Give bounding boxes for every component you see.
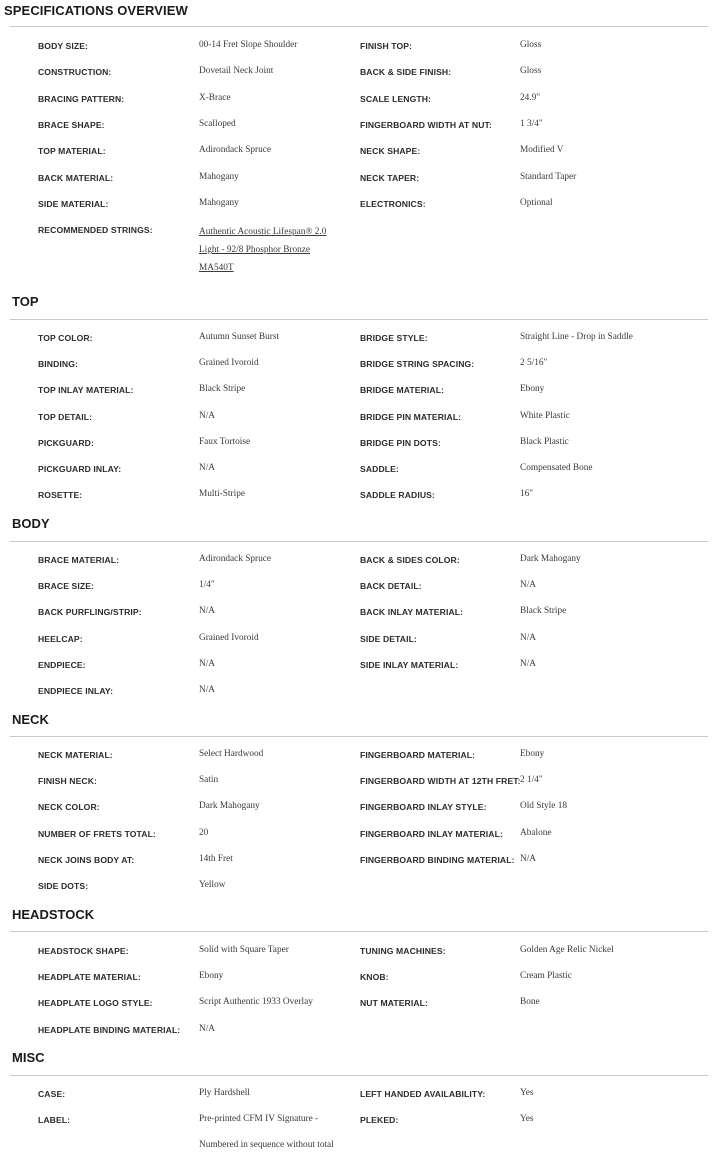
spec-label: HEADPLATE BINDING MATERIAL: — [38, 1024, 181, 1035]
spec-value: Mahogany — [199, 171, 239, 182]
spec-value: N/A — [520, 580, 537, 591]
spec-value: Numbered in sequence without total — [199, 1140, 334, 1151]
spec-value: 16" — [520, 489, 534, 500]
spec-label: NECK SHAPE: — [360, 146, 421, 157]
spec-value: Grained Ivoroid — [199, 358, 259, 369]
spec-value: Pre-printed CFM IV Signature - — [199, 1114, 319, 1125]
spec-label: LABEL: — [38, 1115, 71, 1126]
spec-label: FINGERBOARD MATERIAL: — [360, 750, 476, 760]
spec-value: Dark Mahogany — [520, 554, 581, 564]
spec-value: 20 — [199, 827, 209, 838]
spec-label: ENDPIECE INLAY: — [38, 686, 114, 696]
spec-value: Old Style 18 — [520, 801, 568, 812]
spec-value: N/A — [199, 685, 216, 695]
spec-value: Black Plastic — [520, 436, 569, 447]
spec-value: Multi-Stripe — [199, 489, 245, 500]
spec-label: BRACE SHAPE: — [38, 119, 105, 130]
spec-label: ENDPIECE: — [38, 659, 86, 670]
section-divider — [10, 26, 708, 27]
spec-value: Yes — [520, 1114, 534, 1125]
spec-value: Dark Mahogany — [199, 801, 260, 812]
spec-value: Satin — [199, 775, 219, 786]
spec-value: Ebony — [520, 384, 545, 395]
spec-value: Bone — [520, 997, 540, 1008]
spec-label: CONSTRUCTION: — [38, 67, 112, 78]
spec-value: N/A — [520, 658, 537, 669]
spec-value: Abalone — [520, 827, 552, 838]
spec-label: NECK TAPER: — [360, 172, 420, 183]
spec-label: FINGERBOARD WIDTH AT 12TH FRET: — [360, 776, 521, 787]
spec-value: N/A — [199, 658, 216, 669]
spec-value: Black Stripe — [520, 606, 567, 617]
spec-value: Ply Hardshell — [199, 1088, 250, 1098]
spec-value: Grained Ivoroid — [199, 632, 259, 643]
spec-label: TUNING MACHINES: — [360, 946, 446, 956]
spec-label: BODY SIZE: — [38, 41, 89, 51]
spec-value: Gloss — [520, 40, 542, 50]
spec-label: NECK JOINS BODY AT: — [38, 854, 135, 865]
spec-value: 24.9" — [520, 92, 541, 103]
section-title-body: BODY — [12, 516, 50, 531]
spec-value: Black Stripe — [199, 384, 246, 395]
spec-value: 1/4" — [199, 580, 215, 591]
section-title-misc: MISC — [12, 1050, 45, 1065]
spec-value: Ebony — [199, 971, 224, 982]
spec-label: SIDE MATERIAL: — [38, 198, 109, 209]
spec-label: FINISH TOP: — [360, 41, 413, 51]
spec-value: 00-14 Fret Slope Shoulder — [199, 40, 298, 50]
spec-label: LEFT HANDED AVAILABILITY: — [360, 1089, 486, 1099]
section-divider — [10, 736, 708, 737]
spec-label: BRIDGE PIN MATERIAL: — [360, 411, 462, 422]
spec-label: TOP DETAIL: — [38, 411, 93, 422]
spec-label: BACK INLAY MATERIAL: — [360, 607, 464, 618]
spec-value: N/A — [520, 853, 537, 864]
spec-label: HEELCAP: — [38, 633, 83, 644]
spec-label: BACK DETAIL: — [360, 581, 422, 592]
page-title: SPECIFICATIONS OVERVIEW — [4, 3, 188, 18]
spec-label: HEADSTOCK SHAPE: — [38, 946, 129, 956]
spec-label: NECK MATERIAL: — [38, 750, 113, 760]
spec-label: SIDE DOTS: — [38, 881, 89, 891]
spec-label: TOP MATERIAL: — [38, 146, 106, 157]
spec-value: Yellow — [199, 880, 226, 890]
spec-value: Straight Line - Drop in Saddle — [520, 332, 633, 342]
spec-label: NUMBER OF FRETS TOTAL: — [38, 828, 156, 839]
spec-label: SADDLE RADIUS: — [360, 490, 435, 501]
spec-label: BRIDGE MATERIAL: — [360, 385, 445, 396]
spec-label: FINGERBOARD BINDING MATERIAL: — [360, 854, 515, 865]
spec-label: FINGERBOARD INLAY MATERIAL: — [360, 828, 503, 839]
spec-value: Optional — [520, 197, 553, 208]
spec-label: HEADPLATE LOGO STYLE: — [38, 998, 153, 1009]
spec-value: Mahogany — [199, 197, 239, 208]
spec-value: Adirondack Spruce — [199, 554, 272, 564]
spec-value: Standard Taper — [520, 171, 577, 182]
spec-label: BRIDGE PIN DOTS: — [360, 437, 441, 448]
spec-value: Ebony — [520, 749, 545, 759]
spec-value: Dovetail Neck Joint — [199, 66, 274, 77]
spec-label: CASE: — [38, 1089, 66, 1099]
spec-value: Gloss — [520, 66, 542, 77]
spec-value: Scalloped — [199, 118, 236, 129]
section-title-top: TOP — [12, 294, 39, 309]
spec-value: N/A — [199, 606, 216, 617]
spec-label: BACK MATERIAL: — [38, 172, 114, 183]
spec-label: KNOB: — [360, 972, 389, 983]
spec-label: SIDE DETAIL: — [360, 633, 417, 644]
spec-label: BRACE SIZE: — [38, 581, 95, 592]
spec-label: FINGERBOARD WIDTH AT NUT: — [360, 119, 492, 130]
spec-label: BRACING PATTERN: — [38, 93, 125, 104]
spec-label: BRIDGE STRING SPACING: — [360, 359, 475, 370]
spec-value: N/A — [199, 1023, 216, 1034]
spec-label: TOP INLAY MATERIAL: — [38, 385, 134, 396]
spec-label: PICKGUARD: — [38, 437, 94, 448]
spec-label: BRACE MATERIAL: — [38, 555, 120, 565]
spec-label: NUT MATERIAL: — [360, 998, 428, 1009]
spec-value: Faux Tortoise — [199, 436, 251, 447]
spec-label: BACK & SIDES COLOR: — [360, 555, 460, 565]
spec-value: X-Brace — [199, 92, 231, 103]
section-title-headstock: HEADSTOCK — [12, 907, 95, 922]
spec-label: ROSETTE: — [38, 490, 83, 501]
spec-value: Cream Plastic — [520, 971, 572, 982]
spec-label: BINDING: — [38, 359, 78, 370]
spec-label: RECOMMENDED STRINGS: — [38, 225, 153, 236]
spec-label: BACK & SIDE FINISH: — [360, 67, 452, 78]
spec-value: N/A — [520, 632, 537, 643]
spec-value: 2 1/4" — [520, 775, 543, 786]
spec-value: Solid with Square Taper — [199, 945, 289, 955]
spec-label: HEADPLATE MATERIAL: — [38, 972, 141, 983]
spec-value: Compensated Bone — [520, 463, 593, 473]
spec-label: SIDE INLAY MATERIAL: — [360, 659, 459, 670]
spec-label: BRIDGE STYLE: — [360, 333, 428, 343]
section-divider — [10, 319, 708, 320]
spec-value: Yes — [520, 1088, 534, 1098]
spec-label: NECK COLOR: — [38, 802, 100, 813]
spec-value: White Plastic — [520, 410, 570, 421]
spec-value: Select Hardwood — [199, 749, 264, 759]
section-divider — [10, 1075, 708, 1076]
spec-value: N/A — [199, 463, 216, 473]
spec-label: SADDLE: — [360, 464, 399, 474]
spec-value: 2 5/16" — [520, 358, 548, 369]
spec-value: Script Authentic 1933 Overlay — [199, 997, 313, 1008]
recommended-strings-link[interactable]: Authentic Acoustic Lifespan® 2.0 Light - 92/8 Phosphor Bronze MA540T — [199, 227, 327, 274]
spec-label: ELECTRONICS: — [360, 198, 426, 209]
section-title-neck: NECK — [12, 712, 49, 727]
spec-value: Golden Age Relic Nickel — [520, 945, 614, 955]
spec-label: PLEKED: — [360, 1115, 399, 1126]
spec-value: N/A — [199, 410, 216, 421]
spec-label: FINGERBOARD INLAY STYLE: — [360, 802, 487, 813]
spec-value: Autumn Sunset Burst — [199, 332, 280, 342]
section-divider — [10, 541, 708, 542]
spec-value: 14th Fret — [199, 853, 233, 864]
spec-label: TOP COLOR: — [38, 333, 93, 343]
section-divider — [10, 931, 708, 932]
spec-label: PICKGUARD INLAY: — [38, 464, 122, 474]
spec-label: SCALE LENGTH: — [360, 93, 432, 104]
spec-label: BACK PURFLING/STRIP: — [38, 607, 142, 618]
spec-value: Adirondack Spruce — [199, 145, 272, 156]
spec-value: 1 3/4" — [520, 118, 543, 129]
spec-label: FINISH NECK: — [38, 776, 97, 787]
spec-value: Modified V — [520, 145, 564, 156]
